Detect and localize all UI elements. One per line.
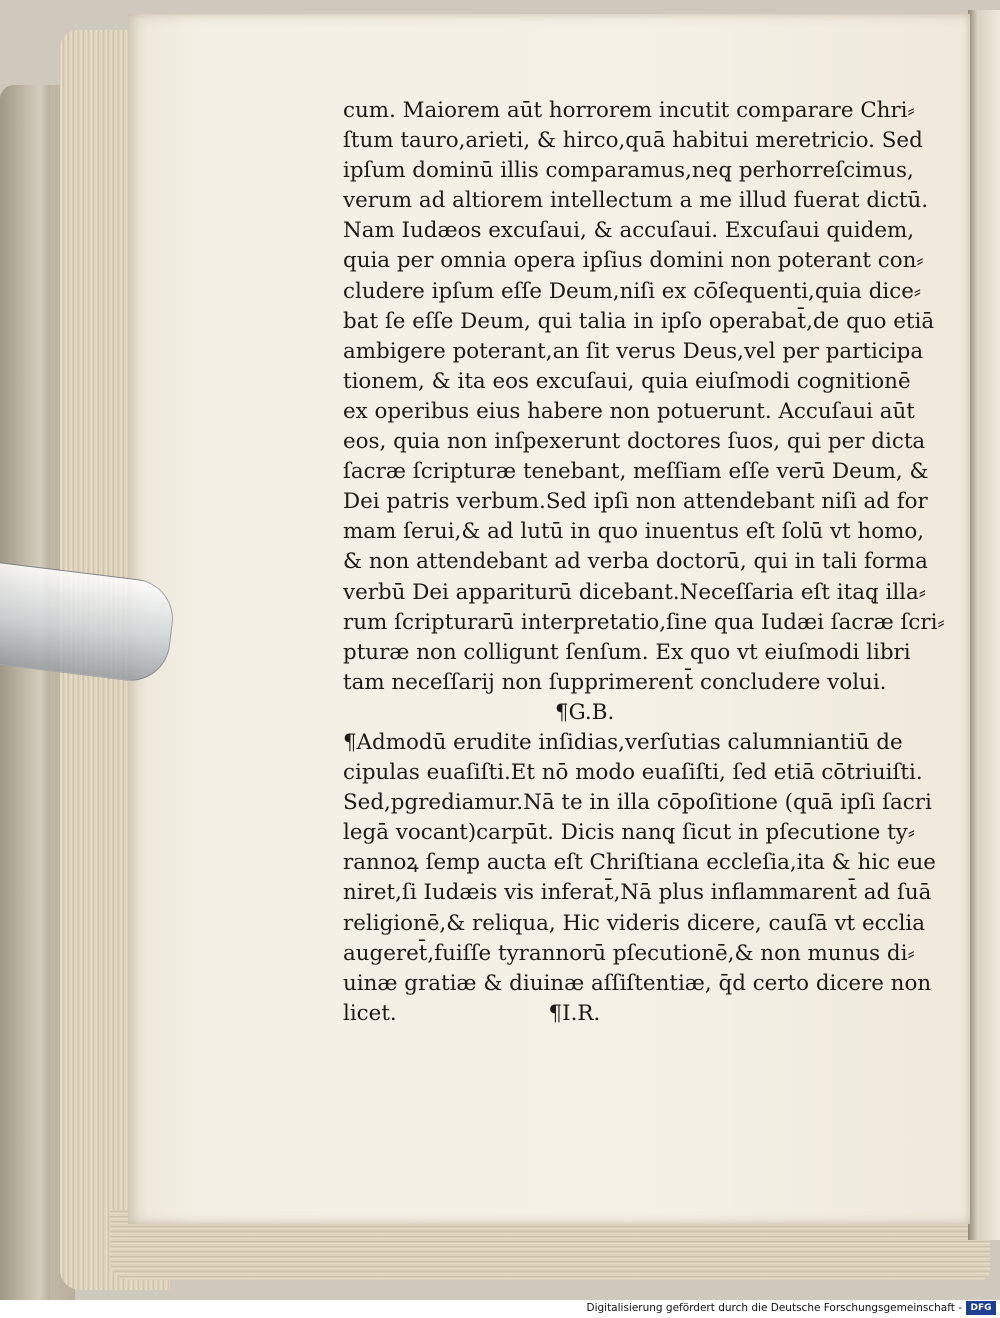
text-line: rannoꝝ ſemp aucta eſt Chriſtiana eccleſia,ita & hic eue (343, 850, 936, 876)
text-last-row (343, 999, 923, 1029)
text-line: Nam Iudæos excuſaui, & accuſaui. Excuſaui quidem, (343, 218, 915, 244)
text-line: ¶Admodū erudite inſidias,verſutias calumniantiū de (343, 729, 903, 755)
facing-page-edge (968, 10, 1000, 1240)
text-line: Sed,pgrediamur.Nā te in illa cōpoſitione (quā ipſi ſacri (343, 790, 932, 816)
text-block (343, 96, 945, 1029)
text-line: quia per omnia opera ipſius domini non poterant con⸗ (343, 248, 924, 274)
text-line: bat ſe eſſe Deum, qui talia in ipſo operabat̄,de quo etiā (343, 308, 935, 334)
text-line: ſtum tauro,arieti, & hirco,quā habitui meretricio. Sed (343, 128, 923, 154)
text-line: eos, quia non inſpexerunt doctores ſuos, qui per dicta (343, 429, 926, 455)
text-line: ipſum dominū illis comparamus,neq̨ perhorreſcimus, (343, 158, 914, 184)
speaker-marker: ¶I.R. (548, 1000, 601, 1026)
text-line: verbū Dei appariturū dicebant.Neceſſaria eſt itaq̨ illa⸗ (343, 579, 926, 605)
text-line: rum ſcripturarū interpretatio,ſine qua Iudæi ſacræ ſcri⸗ (343, 609, 945, 635)
text-line: cludere ipſum eſſe Deum,niſi ex cōſequenti,quia dice⸗ (343, 278, 921, 304)
footer-bar (0, 1300, 1000, 1318)
text-line: ambigere poterant,an ſit verus Deus,vel per participa (343, 338, 924, 364)
text-line: uinæ gratiæ & diuinæ aſſiſtentiæ, q̄d certo dicere non (343, 970, 932, 996)
text-line: tionem, & ita eos excuſaui, quia eiuſmodi cognitionē (343, 368, 911, 394)
text-line: mam ſerui,& ad lutū in quo inuentus eſt ſolū vt homo, (343, 519, 925, 545)
text-line: licet. (343, 1000, 397, 1026)
text-line: tam neceſſarij non ſupprimerent̄ concludere volui. (343, 669, 887, 695)
text-line: cum. Maiorem aūt horrorem incutit comparare Chri⸗ (343, 98, 915, 123)
text-line: Dei patris verbum.Sed ipſi non attendebant niſi ad for (343, 489, 928, 515)
funding-credit: Digitalisierung gefördert durch die Deutsche Forschungsgemeinschaft - (586, 1302, 962, 1314)
text-line: verum ad altiorem intellectum a me illud fuerat dictū. (343, 188, 929, 214)
text-line: cipulas euaſiſti.Et nō modo euaſiſti, ſed etiā cōtriuiſti. (343, 760, 923, 786)
text-line: pturæ non colligunt ſenſum. Ex quo vt eiuſmodi libri (343, 639, 911, 665)
dfg-logo: DFG (966, 1301, 996, 1315)
text-line: legā vocant)carpūt. Dicis nanq̨ ſicut in pſecutione ty⸗ (343, 820, 915, 846)
text-line: & non attendebant ad verba doctorū, qui in tali forma (343, 549, 928, 575)
text-line: religionē,& reliqua, Hic videris dicere, cauſā vt ecclia (343, 910, 926, 936)
text-line: niret,ſi Iudæis vis inferat̄,Nā plus inflammarent̄ ad ſuā (343, 880, 932, 906)
text-line: ſacræ ſcripturæ tenebant, meſſiam eſſe verū Deum, & (343, 459, 929, 485)
speaker-marker: ¶G.B. (555, 699, 615, 725)
text-line: augeret̄,fuiſſe tyrannorū pſecutionē,& non munus di⸗ (343, 940, 915, 966)
text-line: ex operibus eius habere non potuerunt. Accuſaui aūt (343, 398, 915, 424)
